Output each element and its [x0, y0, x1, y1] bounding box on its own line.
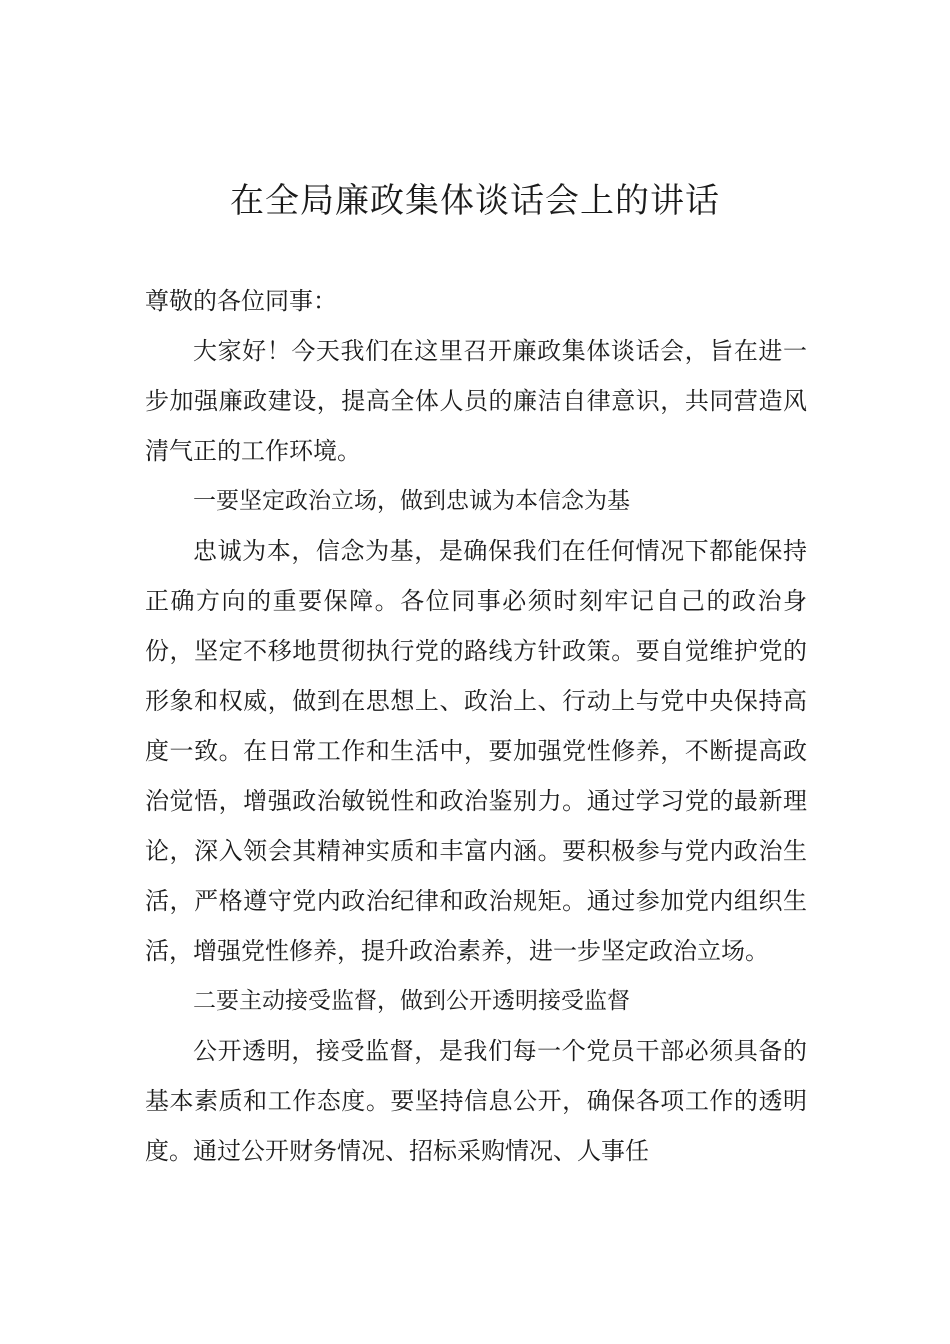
document-title: 在全局廉政集体谈话会上的讲话: [230, 181, 720, 221]
paragraph-section-2: 公开透明，接受监督，是我们每一个党员干部必须具备的基本素质和工作态度。要坚持信息公开，确保各项工作的透明度。通过公开财务情况、招标采购情况、人事任: [145, 1037, 807, 1165]
salutation: 尊敬的各位同事：: [145, 287, 337, 315]
section-heading-1: 一要坚定政治立场，做到忠诚为本信念为基: [193, 488, 630, 514]
paragraph-section-1: 忠诚为本，信念为基，是确保我们在任何情况下都能保持正确方向的重要保障。各位同事必须时刻牢记自己的政治身份，坚定不移地贯彻执行党的路线方针政策。要自觉维护党的形象和权威，做到在思想上、政治上、行动上与党中央保持高度一致。在日常工作和生活中，要加强党性修养，不断提高政治觉悟，增强政治敏锐性和政治鉴别力。通过学习党的最新理论，深入领会其精神实质和丰富内涵。要积极参与党内政治生活，严格遵守党内政治纪律和政治规矩。通过参加党内组织生活，增强党性修养，提升政治素养，进一步坚定政治立场。: [145, 537, 807, 965]
paragraph-intro: 大家好！今天我们在这里召开廉政集体谈话会，旨在进一步加强廉政建设，提高全体人员的廉洁自律意识，共同营造风清气正的工作环境。: [145, 337, 807, 465]
document-body: [145, 276, 807, 1176]
section-heading-2: 二要主动接受监督，做到公开透明接受监督: [193, 988, 630, 1014]
